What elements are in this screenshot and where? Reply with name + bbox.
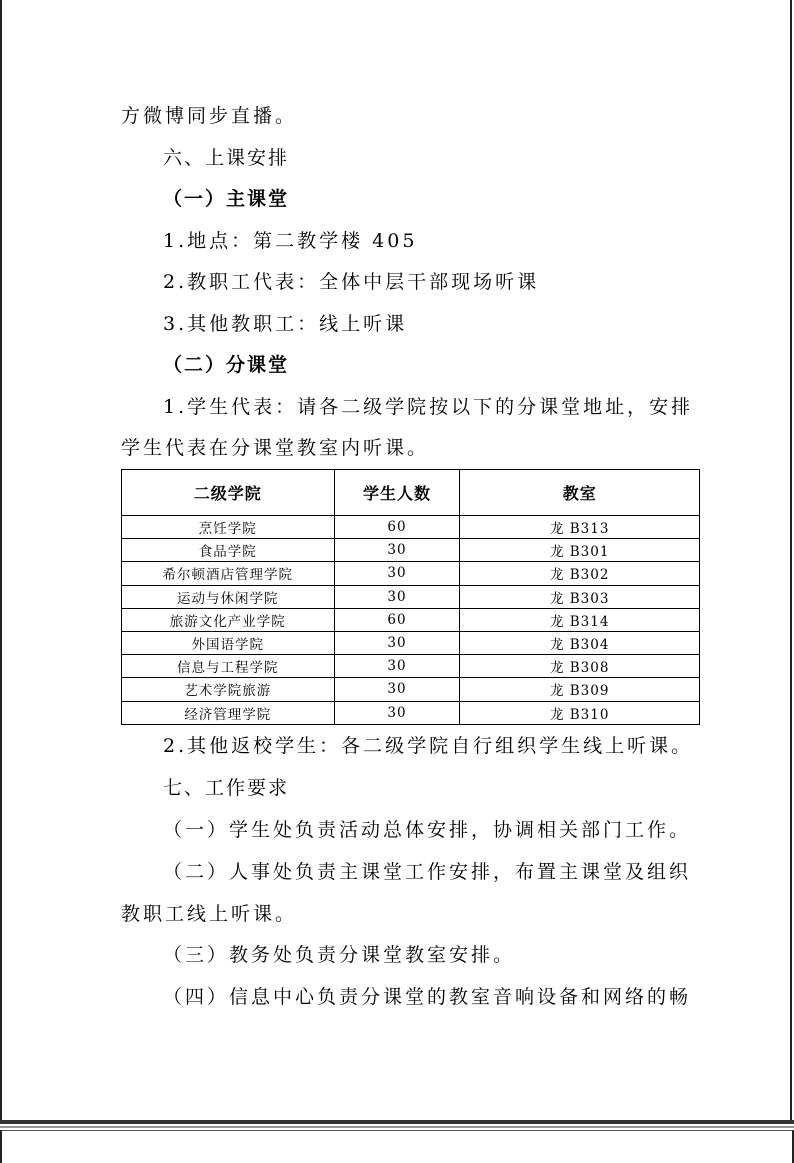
requirement-4: （四）信息中心负责分课堂的教室音响设备和网络的畅	[163, 986, 692, 1008]
section-heading-6: 六、上课安排	[163, 147, 290, 169]
requirement-3: （三）教务处负责分课堂教室安排。	[163, 944, 516, 966]
cell-college: 希尔顿酒店管理学院	[122, 562, 335, 585]
cell-college: 食品学院	[122, 539, 335, 562]
classroom-table	[121, 469, 700, 725]
page-separator	[0, 1120, 794, 1124]
cell-room: 龙 B302	[460, 562, 700, 585]
table-row	[122, 539, 700, 562]
cell-count: 30	[334, 631, 460, 654]
subheading-main-class: （一）主课堂	[163, 188, 290, 210]
header-student-count: 学生人数	[334, 470, 460, 516]
next-page-top	[0, 1130, 794, 1163]
paragraph-line: 方微博同步直播。	[121, 105, 298, 127]
cell-room: 龙 B313	[460, 516, 700, 539]
paragraph-other-staff: 3.其他教职工：线上听课	[163, 313, 408, 335]
cell-college: 旅游文化产业学院	[122, 608, 335, 631]
cell-college: 运动与休闲学院	[122, 585, 335, 608]
paragraph-location: 1.地点：第二教学楼 405	[163, 230, 418, 252]
cell-college: 经济管理学院	[122, 701, 335, 724]
cell-room: 龙 B309	[460, 678, 700, 701]
requirement-2: （二）人事处负责主课堂工作安排，布置主课堂及组织	[163, 861, 692, 883]
table-row	[122, 655, 700, 678]
cell-count: 60	[334, 608, 460, 631]
header-classroom: 教室	[460, 470, 700, 516]
table-row	[122, 562, 700, 585]
cell-count: 30	[334, 562, 460, 585]
table-row	[122, 608, 700, 631]
table-row	[122, 585, 700, 608]
paragraph-student-reps-cont: 学生代表在分课堂教室内听课。	[121, 437, 430, 459]
cell-room: 龙 B310	[460, 701, 700, 724]
cell-room: 龙 B314	[460, 608, 700, 631]
cell-college: 外国语学院	[122, 631, 335, 654]
header-college: 二级学院	[122, 470, 335, 516]
subheading-sub-class: （二）分课堂	[163, 354, 290, 376]
table-row	[122, 516, 700, 539]
table-row	[122, 701, 700, 724]
paragraph-student-reps: 1.学生代表：请各二级学院按以下的分课堂地址，安排	[163, 396, 694, 418]
paragraph-staff-reps: 2.教职工代表：全体中层干部现场听课	[163, 271, 540, 293]
cell-room: 龙 B308	[460, 655, 700, 678]
cell-count: 30	[334, 678, 460, 701]
page-separator-shadow	[0, 1126, 794, 1128]
table-header-row	[122, 470, 700, 516]
cell-college: 烹饪学院	[122, 516, 335, 539]
cell-count: 60	[334, 516, 460, 539]
paragraph-other-students: 2.其他返校学生：各二级学院自行组织学生线上听课。	[163, 735, 694, 757]
cell-count: 30	[334, 701, 460, 724]
cell-room: 龙 B303	[460, 585, 700, 608]
cell-room: 龙 B304	[460, 631, 700, 654]
table-row	[122, 631, 700, 654]
table-row	[122, 678, 700, 701]
cell-count: 30	[334, 539, 460, 562]
cell-room: 龙 B301	[460, 539, 700, 562]
cell-college: 信息与工程学院	[122, 655, 335, 678]
cell-count: 30	[334, 655, 460, 678]
requirement-1: （一）学生处负责活动总体安排，协调相关部门工作。	[163, 819, 692, 841]
cell-college: 艺术学院旅游	[122, 678, 335, 701]
requirement-2-cont: 教职工线上听课。	[121, 903, 298, 925]
section-heading-7: 七、工作要求	[163, 777, 290, 799]
cell-count: 30	[334, 585, 460, 608]
